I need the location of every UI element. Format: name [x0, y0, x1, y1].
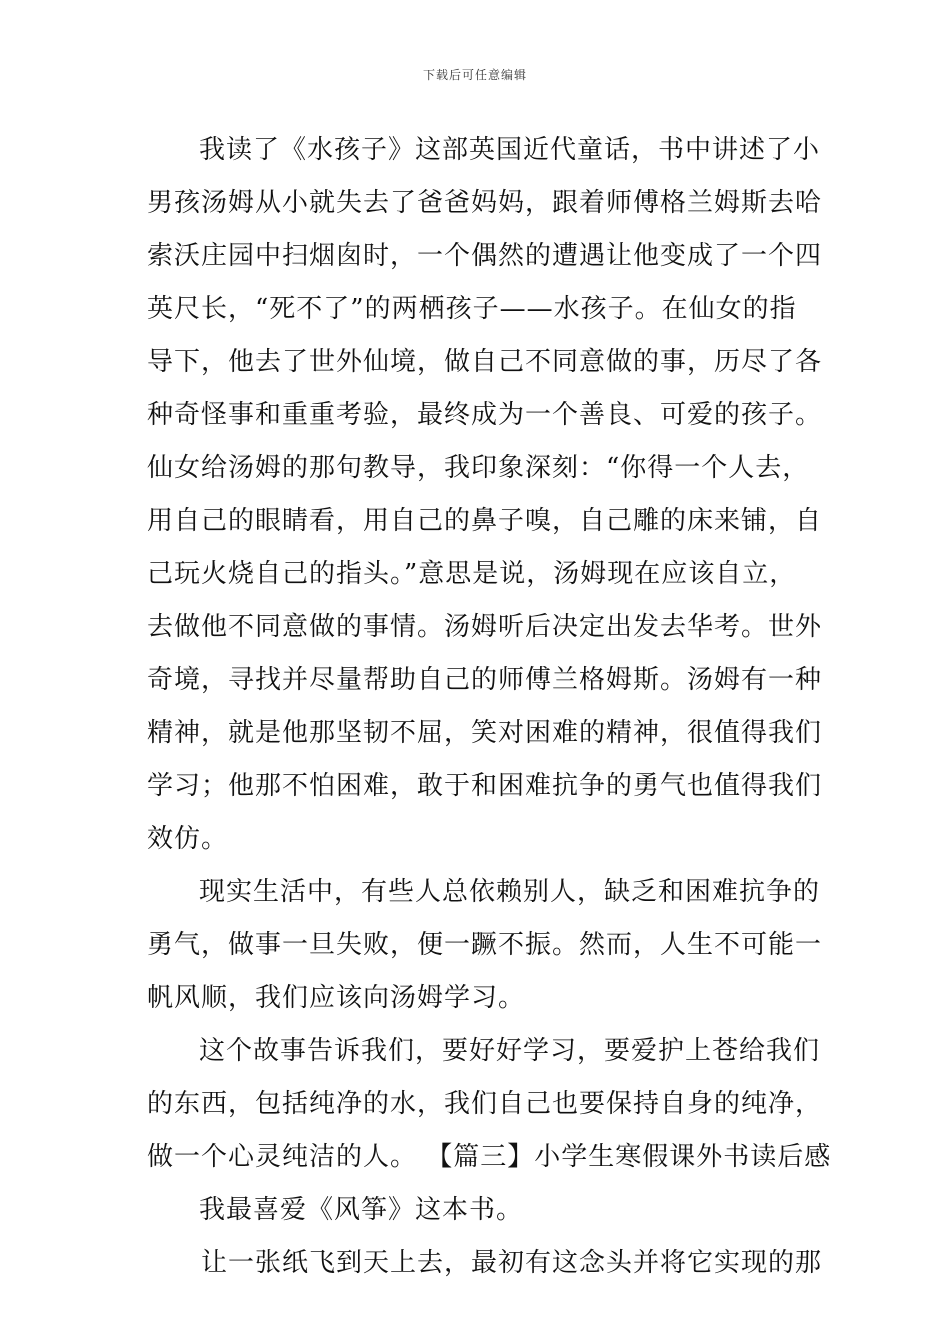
text-line: 效仿。 — [147, 824, 229, 854]
page-header: 下载后可任意编辑 — [422, 68, 527, 82]
text-line: 奇境，寻找并尽量帮助自己的师傅兰格姆斯。汤姆有一种 — [147, 665, 823, 695]
paragraph-2 — [147, 866, 823, 1025]
paragraph-3 — [147, 1025, 832, 1184]
text-line: 学习；他那不怕困难，敢于和困难抗争的勇气也值得我们 — [147, 771, 823, 801]
text-line: 用自己的眼睛看，用自己的鼻子嗅，自己雕的床来铺，自 — [147, 506, 823, 536]
text-line: 的东西，包括纯净的水，我们自己也要保持自身的纯净， — [147, 1089, 823, 1119]
paragraph-5 — [147, 1237, 823, 1290]
text-line: 勇气，做事一旦失败，便一蹶不振。然而，人生不可能一 — [147, 930, 823, 960]
text-line: 我最喜爱《风筝》这本书。 — [199, 1195, 524, 1225]
paragraph-1 — [147, 124, 823, 866]
text-line: 现实生活中，有些人总依赖别人，缺乏和困难抗争的 — [199, 877, 821, 907]
text-line: 己玩火烧自己的指头。”意思是说，汤姆现在应该自立， — [147, 559, 797, 589]
text-line: 男孩汤姆从小就失去了爸爸妈妈，跟着师傅格兰姆斯去哈 — [147, 188, 823, 218]
text-line: 种奇怪事和重重考验，最终成为一个善良、可爱的孩子。 — [147, 400, 823, 430]
paragraph-4 — [147, 1184, 807, 1237]
text-line: 仙女给汤姆的那句教导，我印象深刻：“你得一个人去， — [147, 453, 810, 483]
text-line: 去做他不同意做的事情。汤姆听后决定出发去华考。世外 — [147, 612, 823, 642]
text-line: 这个故事告诉我们，要好好学习，要爱护上苍给我们 — [199, 1036, 821, 1066]
text-line: 帆风顺，我们应该向汤姆学习。 — [147, 983, 526, 1013]
article-body — [147, 124, 832, 1290]
text-line: 精神，就是他那坚韧不屈，笑对困难的精神，很值得我们 — [147, 718, 823, 748]
text-line: 我读了《水孩子》这部英国近代童话，书中讲述了小 — [199, 135, 821, 165]
text-line: 导下，他去了世外仙境，做自己不同意做的事，历尽了各 — [147, 347, 823, 377]
text-line: 英尺长，“死不了”的两栖孩子——水孩子。在仙女的指 — [147, 294, 797, 324]
text-line: 让一张纸飞到天上去，最初有这念头并将它实现的那 — [201, 1248, 823, 1278]
text-line: 做一个心灵纯洁的人。 【篇三】小学生寒假课外书读后感 — [147, 1142, 832, 1172]
text-line: 索沃庄园中扫烟囱时，一个偶然的遭遇让他变成了一个四 — [147, 241, 823, 271]
